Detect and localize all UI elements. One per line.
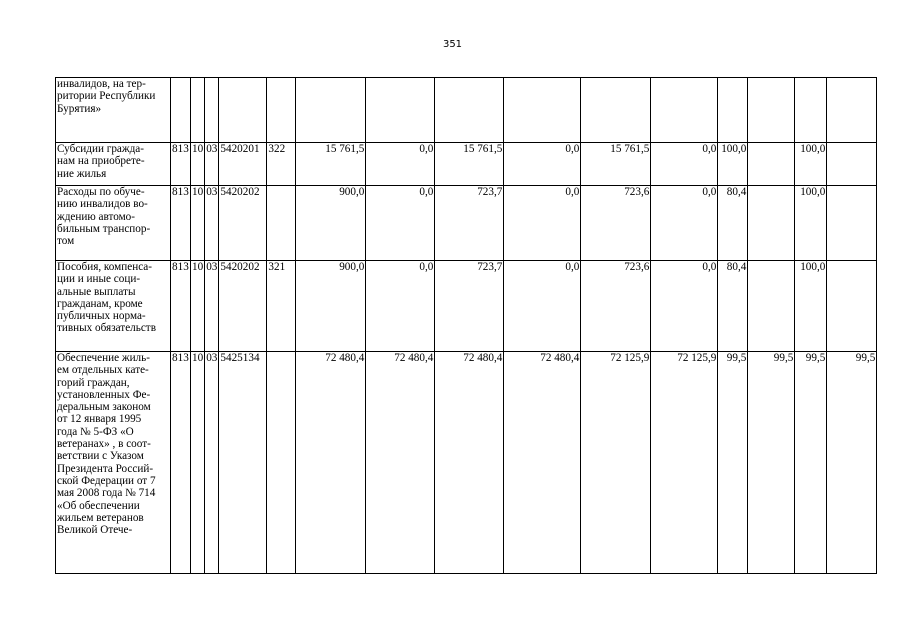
pr-cell: [205, 78, 219, 143]
value-cell: 0,0: [504, 261, 581, 352]
csr-cell: 5420202: [219, 186, 267, 261]
percent-cell: [748, 143, 795, 186]
value-cell: 723,6: [581, 186, 651, 261]
table-row: [56, 261, 877, 352]
row-name: Субсидии гражда- нам на приобрете- ние жилья: [56, 143, 171, 186]
value-cell: 72 125,9: [651, 352, 718, 574]
percent-cell: 80,4: [718, 261, 748, 352]
vr-cell: 322: [267, 143, 296, 186]
page-number: 351: [442, 39, 463, 50]
row-name: Обеспечение жиль- ем отдельных кате- горий граждан, установленных Фе- деральным законом от 12 января 1995 года № 5-ФЗ «О ветеранах» , в соот- ветствии с Указом Президента Россий- ской Федерации от 7 мая 2008 года № 714 «Об обеспечении жильем ветеранов Великой Отече-: [56, 352, 171, 574]
value-cell: 0,0: [651, 143, 718, 186]
value-cell: 72 480,4: [366, 352, 435, 574]
percent-cell: 99,5: [827, 352, 877, 574]
pr-cell: 03: [205, 352, 219, 574]
value-cell: 72 480,4: [435, 352, 504, 574]
pr-cell: 03: [205, 261, 219, 352]
vr-cell: [267, 78, 296, 143]
row-name: инвалидов, на тер- ритории Республики Бурятия»: [56, 78, 171, 143]
value-cell: [366, 78, 435, 143]
gr-cell: 813: [171, 186, 191, 261]
csr-cell: 5425134: [219, 352, 267, 574]
csr-cell: [219, 78, 267, 143]
value-cell: 723,7: [435, 261, 504, 352]
percent-cell: [718, 78, 748, 143]
vr-cell: [267, 352, 296, 574]
percent-cell: [748, 261, 795, 352]
value-cell: 0,0: [504, 186, 581, 261]
gr-cell: 813: [171, 352, 191, 574]
rz-cell: [191, 78, 205, 143]
value-cell: 72 480,4: [504, 352, 581, 574]
value-cell: 0,0: [651, 261, 718, 352]
value-cell: [296, 78, 366, 143]
gr-cell: [171, 78, 191, 143]
value-cell: 15 761,5: [296, 143, 366, 186]
percent-cell: 100,0: [795, 186, 827, 261]
percent-cell: [827, 78, 877, 143]
percent-cell: [748, 78, 795, 143]
value-cell: 15 761,5: [581, 143, 651, 186]
value-cell: 0,0: [366, 143, 435, 186]
value-cell: 0,0: [366, 261, 435, 352]
row-name: Пособия, компенса- ции и иные соци- альные выплаты гражданам, кроме публичных норма- тивных обязательств: [56, 261, 171, 352]
value-cell: 0,0: [651, 186, 718, 261]
value-cell: 723,7: [435, 186, 504, 261]
pr-cell: 03: [205, 143, 219, 186]
percent-cell: [827, 186, 877, 261]
gr-cell: 813: [171, 143, 191, 186]
value-cell: [651, 78, 718, 143]
table-row: [56, 78, 877, 143]
table-row: [56, 186, 877, 261]
csr-cell: 5420201: [219, 143, 267, 186]
percent-cell: 99,5: [795, 352, 827, 574]
csr-cell: 5420202: [219, 261, 267, 352]
percent-cell: 99,5: [748, 352, 795, 574]
percent-cell: [748, 186, 795, 261]
percent-cell: 100,0: [795, 143, 827, 186]
row-name: Расходы по обуче- нию инвалидов во- ждению автомо- бильным транспор- том: [56, 186, 171, 261]
rz-cell: 10: [191, 261, 205, 352]
percent-cell: 100,0: [795, 261, 827, 352]
table-row: [56, 143, 877, 186]
value-cell: 0,0: [366, 186, 435, 261]
percent-cell: 99,5: [718, 352, 748, 574]
gr-cell: 813: [171, 261, 191, 352]
rz-cell: 10: [191, 186, 205, 261]
value-cell: 0,0: [504, 143, 581, 186]
value-cell: 15 761,5: [435, 143, 504, 186]
table-row: [56, 352, 877, 574]
percent-cell: [795, 78, 827, 143]
value-cell: [435, 78, 504, 143]
value-cell: 72 125,9: [581, 352, 651, 574]
value-cell: 723,6: [581, 261, 651, 352]
budget-table: [55, 77, 877, 574]
value-cell: 900,0: [296, 186, 366, 261]
value-cell: [581, 78, 651, 143]
value-cell: [504, 78, 581, 143]
value-cell: 900,0: [296, 261, 366, 352]
percent-cell: [827, 143, 877, 186]
vr-cell: [267, 186, 296, 261]
vr-cell: 321: [267, 261, 296, 352]
pr-cell: 03: [205, 186, 219, 261]
rz-cell: 10: [191, 143, 205, 186]
rz-cell: 10: [191, 352, 205, 574]
percent-cell: [827, 261, 877, 352]
value-cell: 72 480,4: [296, 352, 366, 574]
percent-cell: 80,4: [718, 186, 748, 261]
percent-cell: 100,0: [718, 143, 748, 186]
